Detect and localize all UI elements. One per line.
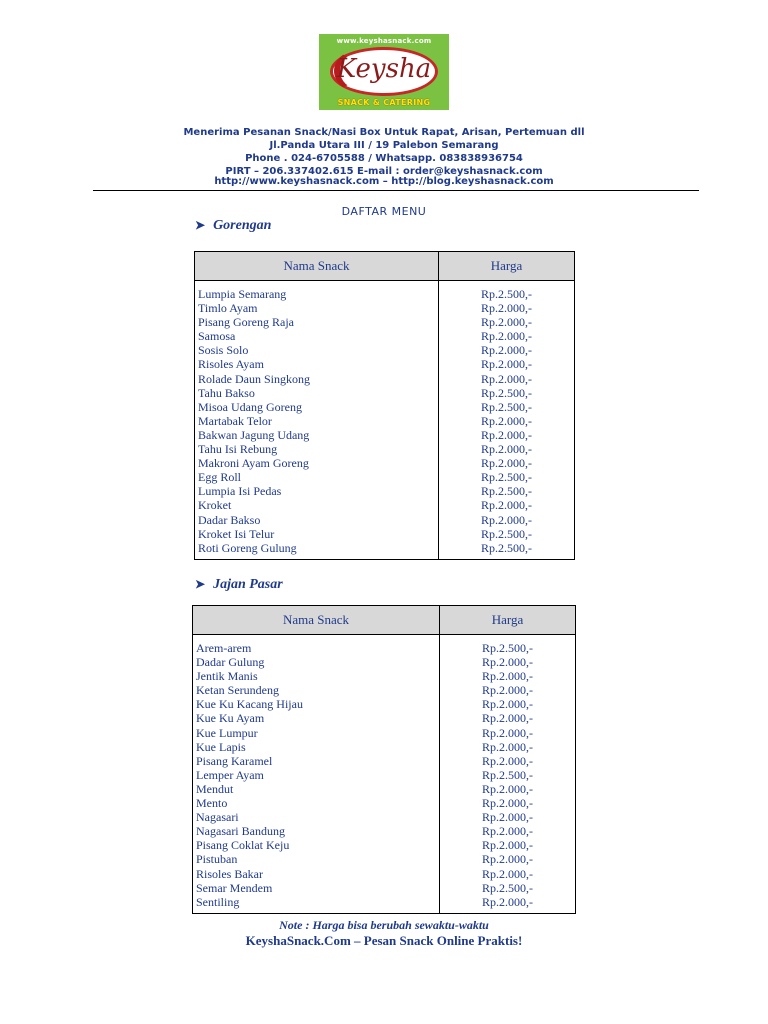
logo-tagline: SNACK & CATERING	[337, 98, 431, 107]
keysha-logo	[319, 34, 449, 110]
header-pirt-email: PIRT – 206.337402.615 E-mail : order@keyshasnack.com	[225, 166, 543, 177]
arrow-icon: ➤	[195, 577, 206, 591]
footer-slogan: KeyshaSnack.Com – Pesan Snack Online Praktis!	[245, 933, 523, 948]
table-jajan-pasar	[192, 605, 576, 914]
gorengan-name-list: Lumpia Semarang Timlo Ayam Pisang Goreng Raja Samosa Sosis Solo Risoles Ayam Rolade Daun Singkong Tahu Bakso Misoa Udang Goreng Martabak Telor Bakwan Jagung Udang Tahu Isi Rebung Makroni Ayam Goreng Egg Roll Lumpia Isi Pedas Kroket Dadar Bakso Kroket Isi Telur Roti Goreng Gulung	[195, 281, 439, 560]
logo-brand: Keysha	[336, 54, 432, 84]
section-gorengan-label: Gorengan	[213, 218, 272, 233]
logo-url-text: www.keyshasnack.com	[336, 37, 432, 45]
header-services: Menerima Pesanan Snack/Nasi Box Untuk Rapat, Arisan, Pertemuan dll	[183, 127, 585, 138]
header-divider	[93, 190, 699, 191]
section-title-gorengan	[195, 218, 271, 234]
header-phone: Phone . 024-6705588 / Whatsapp. 083838936754	[245, 153, 523, 164]
table-gorengan	[194, 251, 575, 560]
jajan-pasar-name-list: Arem-arem Dadar Gulung Jentik Manis Ketan Serundeng Kue Ku Kacang Hijau Kue Ku Ayam Kue Lumpur Kue Lapis Pisang Karamel Lemper Ayam Mendut Mento Nagasari Nagasari Bandung Pisang Coklat Keju Pistuban Risoles Bakar Semar Mendem Sentiling	[193, 635, 440, 914]
jajan-pasar-price-list: Rp.2.500,- Rp.2.000,- Rp.2.000,- Rp.2.000,- Rp.2.000,- Rp.2.000,- Rp.2.000,- Rp.2.000,- Rp.2.000,- Rp.2.500,- Rp.2.000,- Rp.2.000,- Rp.2.000,- Rp.2.000,- Rp.2.000,- Rp.2.000,- Rp.2.000,- Rp.2.500,- Rp.2.000,-	[440, 635, 576, 914]
arrow-icon: ➤	[195, 218, 206, 232]
price-change-note: Note : Harga bisa berubah sewaktu-waktu	[279, 918, 489, 932]
menu-title: DAFTAR MENU	[341, 205, 427, 218]
section-jajan-pasar-label: Jajan Pasar	[213, 577, 283, 592]
col-header-name: Nama Snack	[193, 606, 440, 635]
gorengan-price-list: Rp.2.500,- Rp.2.000,- Rp.2.000,- Rp.2.000,- Rp.2.000,- Rp.2.000,- Rp.2.000,- Rp.2.500,- Rp.2.500,- Rp.2.000,- Rp.2.000,- Rp.2.000,- Rp.2.000,- Rp.2.500,- Rp.2.500,- Rp.2.000,- Rp.2.000,- Rp.2.500,- Rp.2.500,-	[439, 281, 575, 560]
col-header-price: Harga	[439, 252, 575, 281]
col-header-name: Nama Snack	[195, 252, 439, 281]
section-title-jajan-pasar	[195, 577, 283, 593]
header-website-links[interactable]: http://www.keyshasnack.com – http://blog.keyshasnack.com	[214, 176, 554, 187]
col-header-price: Harga	[440, 606, 576, 635]
header-address: Jl.Panda Utara III / 19 Palebon Semarang	[269, 140, 499, 151]
